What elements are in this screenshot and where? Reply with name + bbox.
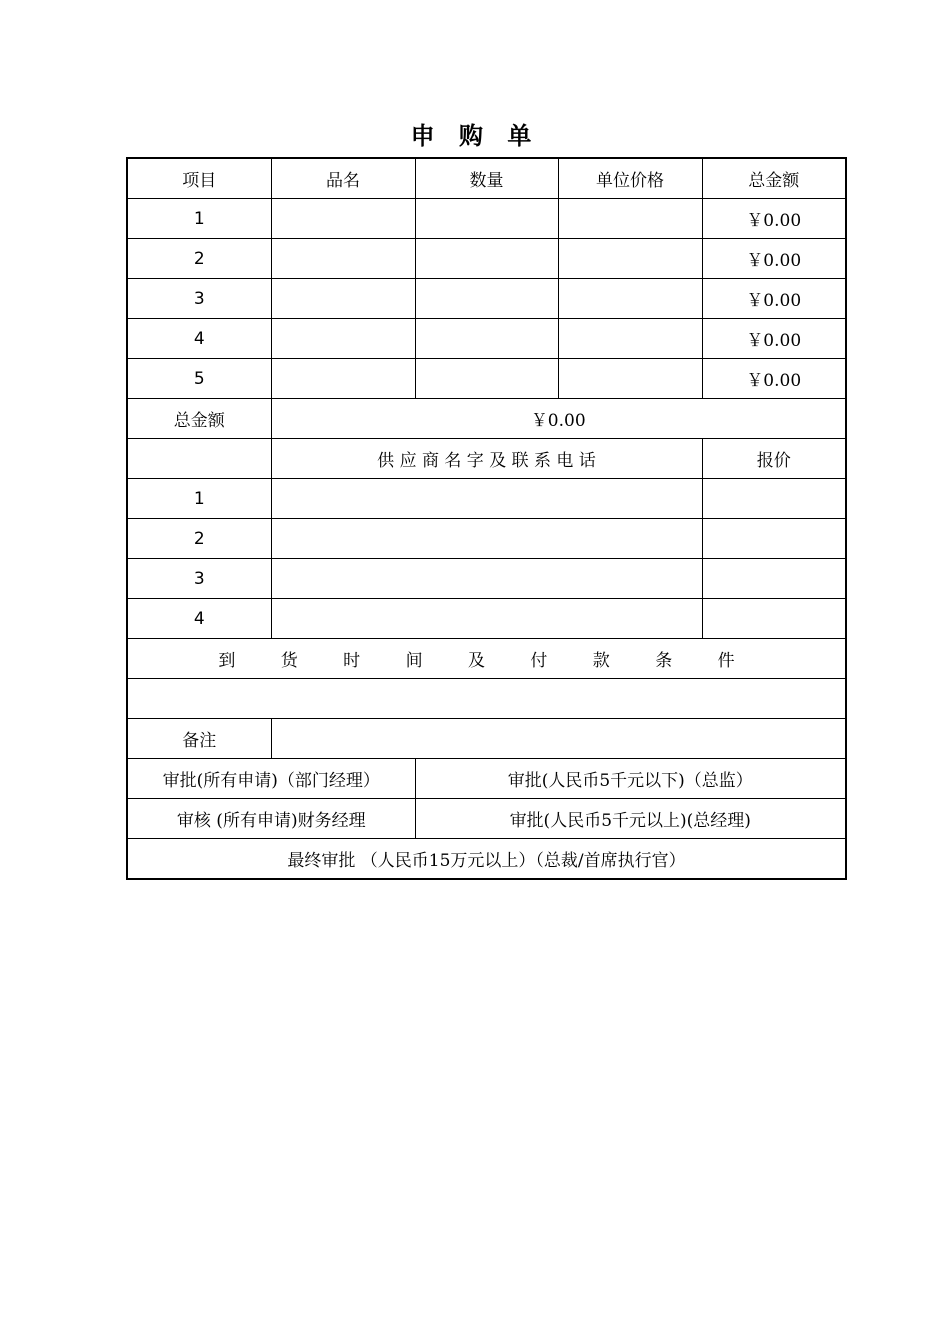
supplier-no: 2: [127, 519, 271, 559]
supplier-no: 1: [127, 479, 271, 519]
header-total-amount: 总金额: [702, 158, 846, 199]
item-no: 3: [127, 279, 271, 319]
approval-general-manager[interactable]: 审批(人民币5千元以上)(总经理): [415, 799, 846, 839]
approval-row: [127, 799, 846, 839]
item-no: 4: [127, 319, 271, 359]
supplier-row: [127, 519, 846, 559]
item-unit-price-cell[interactable]: [558, 279, 702, 319]
item-qty-cell[interactable]: [415, 319, 558, 359]
item-qty-cell[interactable]: [415, 199, 558, 239]
purchase-request-form: [126, 157, 847, 880]
supplier-name-cell[interactable]: [271, 519, 702, 559]
item-name-cell[interactable]: [271, 359, 415, 399]
delivery-terms-area[interactable]: [127, 679, 846, 719]
suppliers-header-row: [127, 439, 846, 479]
items-header-row: [127, 158, 846, 199]
delivery-header: 到 货 时 间 及 付 款 条 件: [127, 639, 846, 679]
item-no: 5: [127, 359, 271, 399]
delivery-header-row: [127, 639, 846, 679]
item-total-cell: ￥0.00: [702, 239, 846, 279]
item-row: [127, 359, 846, 399]
item-no: 1: [127, 199, 271, 239]
supplier-quote-cell[interactable]: [702, 599, 846, 639]
supplier-row: [127, 479, 846, 519]
header-item-no: 项目: [127, 158, 271, 199]
item-total-cell: ￥0.00: [702, 199, 846, 239]
approval-final[interactable]: 最终审批 （人民币15万元以上）（总裁/首席执行官）: [127, 839, 846, 880]
supplier-row: [127, 599, 846, 639]
item-unit-price-cell[interactable]: [558, 359, 702, 399]
item-qty-cell[interactable]: [415, 359, 558, 399]
approval-row: [127, 839, 846, 880]
suppliers-header-quote: 报价: [702, 439, 846, 479]
remarks-row: [127, 719, 846, 759]
supplier-no: 3: [127, 559, 271, 599]
approval-row: [127, 759, 846, 799]
item-row: [127, 279, 846, 319]
supplier-quote-cell[interactable]: [702, 519, 846, 559]
grand-total-value: ￥0.00: [271, 399, 846, 439]
supplier-name-cell[interactable]: [271, 599, 702, 639]
item-row: [127, 319, 846, 359]
remarks-field[interactable]: [271, 719, 846, 759]
supplier-name-cell[interactable]: [271, 559, 702, 599]
item-row: [127, 199, 846, 239]
item-name-cell[interactable]: [271, 199, 415, 239]
header-unit-price: 单位价格: [558, 158, 702, 199]
approval-director[interactable]: 审批(人民币5千元以下)（总监）: [415, 759, 846, 799]
item-total-cell: ￥0.00: [702, 319, 846, 359]
item-name-cell[interactable]: [271, 319, 415, 359]
supplier-no: 4: [127, 599, 271, 639]
item-unit-price-cell[interactable]: [558, 199, 702, 239]
grand-total-row: [127, 399, 846, 439]
item-unit-price-cell[interactable]: [558, 239, 702, 279]
item-unit-price-cell[interactable]: [558, 319, 702, 359]
item-total-cell: ￥0.00: [702, 279, 846, 319]
approval-finance-manager[interactable]: 审核 (所有申请)财务经理: [127, 799, 415, 839]
delivery-content-row: [127, 679, 846, 719]
approval-dept-manager[interactable]: 审批(所有申请)（部门经理）: [127, 759, 415, 799]
suppliers-header-blank: [127, 439, 271, 479]
grand-total-label: 总金额: [127, 399, 271, 439]
item-name-cell[interactable]: [271, 279, 415, 319]
supplier-quote-cell[interactable]: [702, 479, 846, 519]
supplier-quote-cell[interactable]: [702, 559, 846, 599]
form-title: 申 购 单: [410, 122, 540, 150]
item-total-cell: ￥0.00: [702, 359, 846, 399]
supplier-row: [127, 559, 846, 599]
item-row: [127, 239, 846, 279]
item-qty-cell[interactable]: [415, 279, 558, 319]
supplier-name-cell[interactable]: [271, 479, 702, 519]
suppliers-header-name: 供 应 商 名 字 及 联 系 电 话: [271, 439, 702, 479]
header-product-name: 品名: [271, 158, 415, 199]
item-name-cell[interactable]: [271, 239, 415, 279]
item-qty-cell[interactable]: [415, 239, 558, 279]
remarks-label: 备注: [127, 719, 271, 759]
header-quantity: 数量: [415, 158, 558, 199]
item-no: 2: [127, 239, 271, 279]
